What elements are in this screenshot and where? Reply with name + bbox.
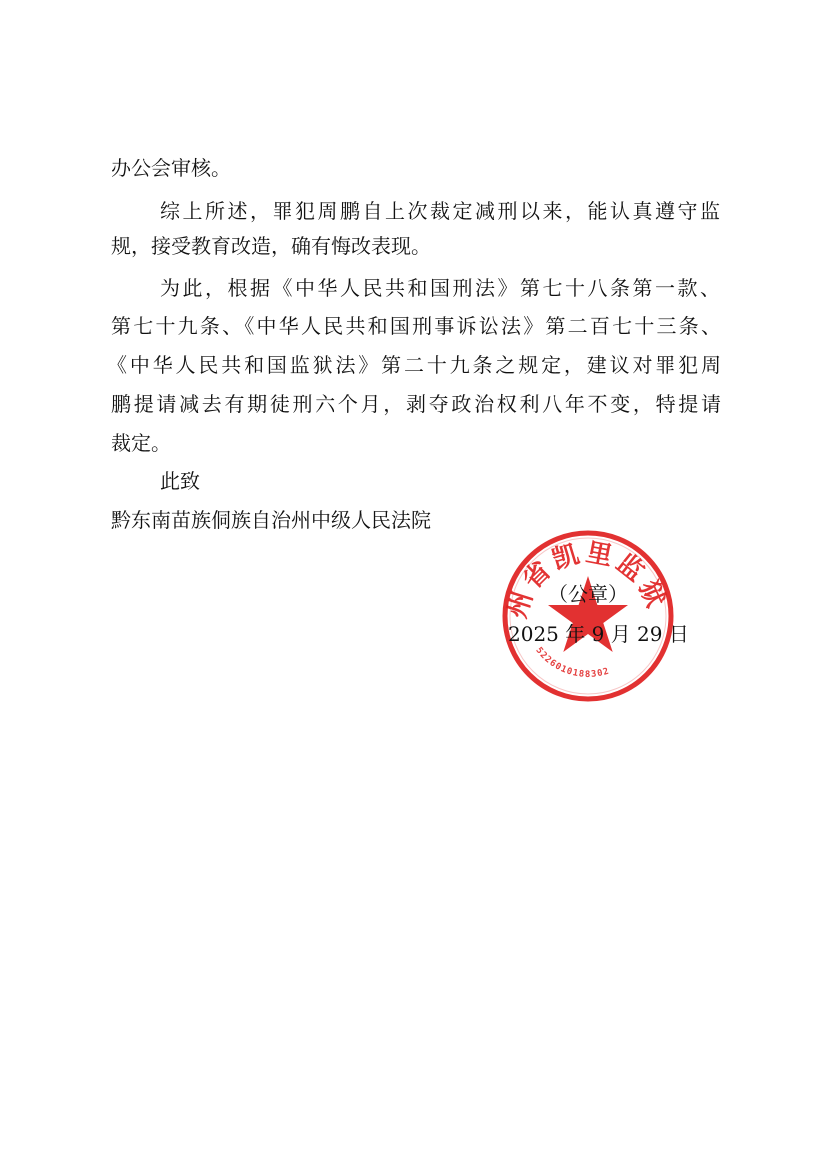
- paragraph-line-8: 裁定。: [111, 431, 171, 455]
- document-date: 2025 年 9 月 29 日: [508, 622, 689, 646]
- seal-text: 州省凯里监狱: [502, 537, 672, 622]
- seal-code: 5226010188302: [533, 645, 612, 680]
- paragraph-line-1: 办公会审核。: [111, 156, 231, 180]
- salutation: 此致: [160, 469, 200, 493]
- paragraph-line-4: 为此，根据《中华人民共和国刑法》第七十八条第一款、: [160, 276, 720, 300]
- paragraph-line-7: 鹏提请减去有期徒刑六个月，剥夺政治权利八年不变，特提请: [111, 392, 721, 416]
- paragraph-line-2: 综上所述，罪犯周鹏自上次裁定减刑以来，能认真遵守监: [160, 199, 720, 223]
- recipient-court: 黔东南苗族侗族自治州中级人民法院: [111, 508, 431, 532]
- paragraph-line-3: 规，接受教育改造，确有悔改表现。: [111, 234, 431, 258]
- seal-note: （公章）: [548, 582, 628, 606]
- official-seal: [500, 528, 676, 704]
- paragraph-line-5: 第七十九条、《中华人民共和国刑事诉讼法》第二百七十三条、: [111, 314, 721, 338]
- paragraph-line-6: 《中华人民共和国监狱法》第二十九条之规定，建议对罪犯周: [107, 353, 721, 377]
